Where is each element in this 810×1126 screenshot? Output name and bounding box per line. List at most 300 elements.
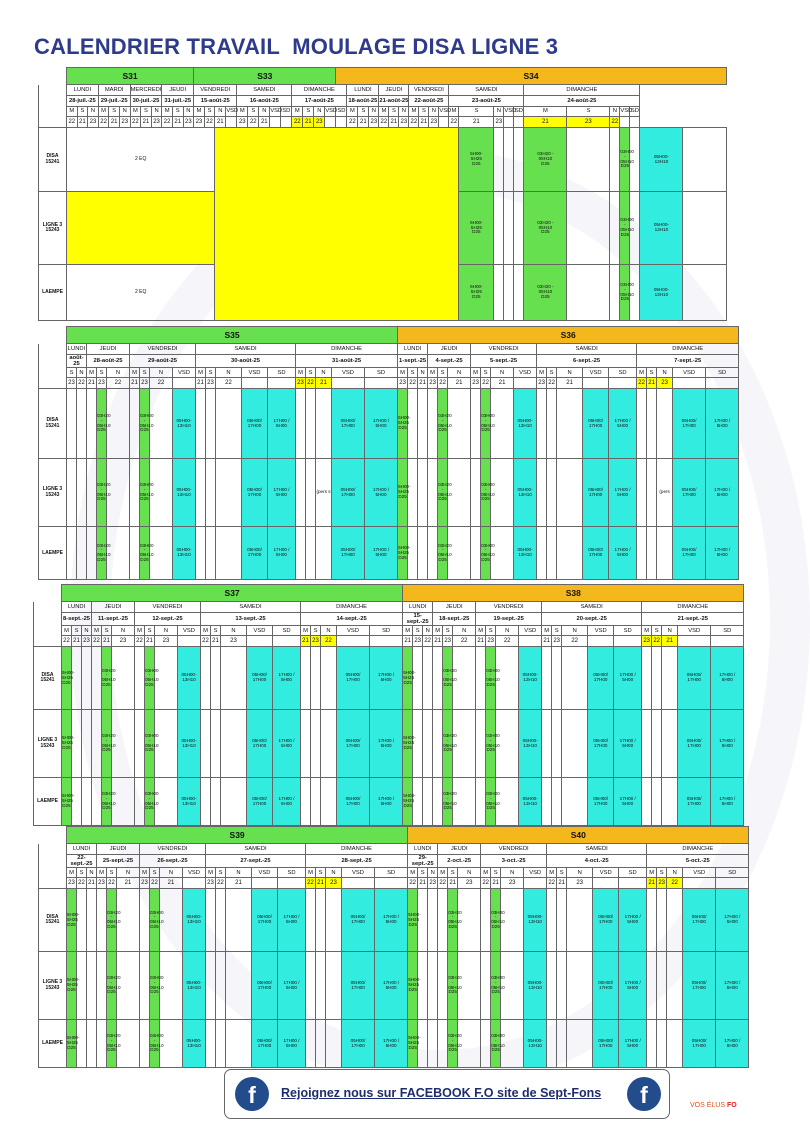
empty-cell bbox=[201, 647, 211, 710]
shift-code: S bbox=[77, 107, 88, 117]
weekday-line: 03H20 - bbox=[102, 791, 116, 801]
shift-code: S bbox=[109, 107, 120, 117]
vsd-cell bbox=[678, 647, 711, 710]
empty-cell bbox=[296, 459, 306, 527]
friday-cell bbox=[486, 778, 500, 826]
line-label bbox=[34, 778, 62, 826]
monday-line: D25 bbox=[398, 494, 407, 500]
team-number: 22 bbox=[92, 636, 102, 647]
team-number bbox=[183, 878, 206, 889]
empty-cell bbox=[82, 710, 92, 778]
line-label-text: LIGNE 3 bbox=[42, 979, 63, 986]
team-number: 23 bbox=[428, 378, 438, 389]
team-number: 21 bbox=[87, 878, 97, 889]
team-number: 22 bbox=[423, 636, 433, 647]
shift-code: M bbox=[301, 626, 311, 636]
line-label-text: 15241 bbox=[45, 158, 60, 165]
vsd_friday-line: 13H10 bbox=[182, 800, 196, 806]
shift-code: VSD bbox=[337, 626, 370, 636]
team-number bbox=[519, 636, 542, 647]
empty-cell bbox=[216, 1020, 226, 1068]
friday-line: D25 bbox=[150, 1047, 159, 1053]
shift-code: S bbox=[311, 626, 321, 636]
friday-line: 05H10 bbox=[481, 422, 495, 428]
team-number bbox=[332, 378, 365, 389]
vsd_friday-line: 13H10 bbox=[187, 919, 201, 925]
vsd-cell bbox=[242, 389, 268, 459]
weekday-cell bbox=[107, 952, 121, 1020]
sd-line: 17H00 / bbox=[373, 547, 390, 553]
empty-cell bbox=[326, 952, 342, 1020]
sd-cell bbox=[614, 647, 642, 710]
team-number: 22 bbox=[547, 378, 557, 389]
empty-cell bbox=[77, 889, 87, 952]
shift-code: SD bbox=[370, 626, 403, 636]
team-number: 23 bbox=[398, 378, 408, 389]
empty-cell bbox=[413, 710, 423, 778]
team-note: 2 EQ bbox=[67, 128, 215, 192]
sd-line: 5H00 bbox=[286, 1042, 297, 1048]
weekday-line: 03H20 - bbox=[443, 791, 457, 801]
vos-elus-text: VOS ÉLUS bbox=[690, 1102, 726, 1109]
vsd-line: 05H00/ bbox=[588, 547, 603, 553]
friday-line: D25 bbox=[491, 923, 500, 929]
team-number: 21 bbox=[448, 878, 458, 889]
team-number: 22 bbox=[77, 878, 87, 889]
line-row bbox=[34, 710, 744, 778]
team-number: 23 bbox=[88, 117, 99, 128]
monday-line: 5H25 bbox=[408, 1040, 420, 1046]
line-label bbox=[34, 710, 62, 778]
weekday-line: 03H20 - bbox=[537, 151, 554, 157]
empty-cell bbox=[494, 265, 504, 321]
weekday-line: D25 bbox=[448, 1047, 457, 1053]
vsd_friday-line: 05H00- bbox=[522, 672, 538, 678]
empty-cell bbox=[418, 1020, 428, 1068]
vsd_friday-line: 13H10 bbox=[523, 742, 537, 748]
day-name: DIMANCHE bbox=[296, 344, 398, 355]
vsd-line: 05H00/ bbox=[593, 795, 609, 801]
team-number bbox=[178, 636, 201, 647]
empty-cell bbox=[433, 710, 443, 778]
line-label bbox=[39, 952, 67, 1020]
team-number: 21 bbox=[211, 636, 221, 647]
weekday-line: 03H20 - bbox=[438, 482, 452, 492]
empty-cell bbox=[226, 952, 252, 1020]
day-date: 25-sept.-25 bbox=[97, 855, 140, 868]
vsd_friday-line: 05H00- bbox=[522, 737, 538, 743]
sd-line: 17H00 / bbox=[619, 737, 636, 743]
sd-line: 5H00 bbox=[286, 919, 297, 925]
vsd-line: 05H00/ bbox=[247, 417, 262, 423]
empty-cell bbox=[201, 710, 211, 778]
empty-cell bbox=[408, 527, 418, 580]
friday-line: 05H10 bbox=[620, 227, 634, 232]
vsd_friday-line: 13H10 bbox=[177, 552, 191, 558]
spacer-cell bbox=[34, 602, 62, 613]
shift-code: N bbox=[657, 368, 673, 378]
vsd_friday-line: 13H10 bbox=[518, 491, 532, 497]
facebook-link[interactable]: Rejoignez nous sur FACEBOOK F.O site de Sept-Fons bbox=[281, 1086, 602, 1100]
sd-cell bbox=[365, 389, 398, 459]
weekday-line: 05H10 bbox=[443, 742, 457, 748]
team-number: 22 bbox=[547, 878, 557, 889]
empty-cell bbox=[657, 389, 673, 459]
empty-cell bbox=[547, 459, 557, 527]
vsd_friday-cell bbox=[519, 710, 542, 778]
day-name: VENDREDI bbox=[130, 344, 196, 355]
vsd-cell bbox=[588, 778, 614, 826]
friday-cell bbox=[491, 1020, 505, 1068]
sd-line: 5H00 bbox=[276, 422, 287, 428]
shift-code: S bbox=[389, 107, 399, 117]
empty-cell bbox=[438, 1020, 448, 1068]
team-number bbox=[252, 878, 278, 889]
shift-code: M bbox=[547, 868, 557, 878]
team-number: 23 bbox=[237, 117, 248, 128]
sd-line: 17H00 / bbox=[283, 914, 300, 920]
shift-code: VSD bbox=[332, 368, 365, 378]
sd-line: 17H00 / bbox=[724, 914, 741, 920]
vsd-line: 17H00 bbox=[588, 552, 603, 558]
vsd-line: 17H00 bbox=[252, 677, 267, 683]
empty-cell bbox=[413, 647, 423, 710]
day-name: VENDREDI bbox=[194, 85, 237, 96]
sd-line: 5H00 bbox=[726, 984, 738, 990]
team-number: 21 bbox=[77, 117, 88, 128]
vsd_friday-line: 05H00- bbox=[653, 286, 669, 292]
sd-line: 17H00 / bbox=[378, 737, 395, 743]
monday-line: 5H25 bbox=[398, 549, 410, 555]
monday-line: D25 bbox=[403, 679, 412, 685]
weekday-line: 03H20 - bbox=[448, 909, 462, 920]
shift-code: SD bbox=[716, 868, 749, 878]
shift-note: (pers bbox=[657, 459, 673, 527]
monday-line: 5H00- bbox=[403, 669, 416, 675]
vsd-line: 17H00 bbox=[341, 491, 355, 497]
team-number bbox=[337, 636, 370, 647]
sd-line: 17H00 / bbox=[383, 1037, 400, 1043]
empty-cell bbox=[642, 778, 652, 826]
team-number: 21 bbox=[389, 117, 399, 128]
weekday-line: D25 bbox=[97, 496, 106, 502]
shift-code: N bbox=[215, 107, 226, 117]
vsd_friday-line: 05H00- bbox=[517, 486, 533, 492]
sd-line: 5H00 bbox=[622, 677, 634, 683]
shift-code: M bbox=[481, 868, 491, 878]
shift-code: M bbox=[201, 626, 211, 636]
weekday-cell bbox=[443, 647, 457, 710]
team-number: 21 bbox=[647, 378, 657, 389]
monday-cell bbox=[408, 889, 421, 952]
team-number: 21 bbox=[418, 378, 428, 389]
shift-code: M bbox=[206, 868, 216, 878]
day-name: JEUDI bbox=[87, 344, 130, 355]
vsd_friday-line: 13H10 bbox=[518, 422, 532, 428]
line-label bbox=[39, 889, 67, 952]
week-header: S40 bbox=[408, 827, 749, 844]
day-name: SAMEDI bbox=[237, 85, 292, 96]
monday-line: 5H25 bbox=[403, 798, 415, 804]
sd-line: 5H00 bbox=[375, 552, 387, 558]
team-number: 21 bbox=[491, 878, 501, 889]
team-number: 22 bbox=[306, 378, 316, 389]
spacer-cell bbox=[34, 626, 62, 636]
empty-cell bbox=[542, 710, 552, 778]
monday-line: D25 bbox=[408, 987, 417, 993]
shift-code: VSD bbox=[504, 107, 514, 117]
sd-line: 5H00 bbox=[380, 742, 392, 748]
day-date: 26-sept.-25 bbox=[140, 855, 206, 868]
friday-line: 03H00 - bbox=[620, 217, 634, 228]
empty-cell bbox=[667, 1020, 683, 1068]
day-name: LUNDI bbox=[403, 602, 433, 613]
corner-cell bbox=[39, 68, 67, 85]
vsd-line: 17H00 bbox=[247, 422, 262, 428]
team-number: 22 bbox=[409, 117, 419, 128]
team-number: 22 bbox=[67, 117, 78, 128]
sd-line: 17H00 / bbox=[719, 672, 736, 678]
day-date: 29-sept.-25 bbox=[408, 855, 438, 868]
shift-code: SD bbox=[336, 107, 347, 117]
empty-cell bbox=[428, 389, 438, 459]
shift-code: S bbox=[67, 368, 77, 378]
monday-line: D25 bbox=[403, 745, 412, 751]
monday-line: D25 bbox=[472, 229, 481, 235]
team-number bbox=[278, 878, 306, 889]
team-number: 23 bbox=[486, 636, 496, 647]
team-number: 21 bbox=[117, 878, 140, 889]
empty-cell bbox=[567, 265, 610, 321]
calendar-block-s37-s38 bbox=[33, 584, 744, 826]
shift-code: M bbox=[409, 107, 419, 117]
empty-cell bbox=[72, 647, 82, 710]
friday-line: 05H10 bbox=[140, 552, 154, 558]
team-number: 23 bbox=[155, 636, 178, 647]
vsd-cell bbox=[678, 778, 711, 826]
shift-code: S bbox=[652, 626, 662, 636]
empty-cell bbox=[306, 389, 316, 459]
shift-code: VSD bbox=[242, 368, 268, 378]
day-name: JEUDI bbox=[428, 344, 471, 355]
friday-line: 03H00 - bbox=[150, 909, 164, 920]
empty-cell bbox=[567, 952, 593, 1020]
monday-line: 5H00- bbox=[398, 415, 411, 421]
vsd_friday-line: 05H00- bbox=[176, 547, 192, 553]
day-date: 22-sept.-25 bbox=[67, 855, 97, 868]
team-number: 23 bbox=[552, 636, 562, 647]
vsd_friday-line: 05H00- bbox=[176, 486, 192, 492]
shift-code: VSD bbox=[673, 368, 706, 378]
shift-code: M bbox=[196, 368, 206, 378]
empty-cell bbox=[216, 389, 242, 459]
shift-code: M bbox=[67, 868, 77, 878]
weekday-line: 03H20 - bbox=[107, 975, 121, 985]
shift-code: SD bbox=[375, 868, 408, 878]
line-label-text: LIGNE 3 bbox=[42, 486, 63, 493]
sd-line: 17H00 / bbox=[714, 547, 731, 553]
team-number: 23 bbox=[151, 117, 162, 128]
weekday-cell bbox=[443, 710, 457, 778]
empty-cell bbox=[481, 952, 491, 1020]
sd-cell bbox=[711, 647, 744, 710]
vsd-cell bbox=[337, 710, 370, 778]
team-number: 23 bbox=[501, 878, 524, 889]
weekday-cell bbox=[107, 889, 121, 952]
friday-cell bbox=[481, 527, 495, 580]
friday-cell bbox=[620, 128, 634, 192]
empty-cell bbox=[514, 265, 524, 321]
empty-cell bbox=[642, 710, 652, 778]
friday-line: 03H00 - bbox=[486, 667, 500, 678]
vsd-line: 05H00/ bbox=[681, 547, 697, 553]
facebook-icon[interactable]: f bbox=[627, 1077, 661, 1111]
team-number bbox=[325, 117, 336, 128]
vsd_friday-line: 13H10 bbox=[528, 919, 542, 925]
sd-line: 17H00 / bbox=[273, 486, 290, 492]
empty-cell bbox=[418, 527, 428, 580]
team-number: 21 bbox=[316, 878, 326, 889]
vsd_friday-cell bbox=[173, 459, 196, 527]
sd-line: 17H00 / bbox=[373, 417, 390, 423]
sd-line: 17H00 / bbox=[278, 737, 295, 743]
empty-cell bbox=[557, 459, 583, 527]
empty-cell bbox=[647, 952, 657, 1020]
shift-code: S bbox=[408, 368, 418, 378]
team-number bbox=[514, 117, 524, 128]
vsd-cell bbox=[673, 389, 706, 459]
team-number: 22 bbox=[201, 636, 211, 647]
empty-cell bbox=[647, 459, 657, 527]
empty-cell bbox=[476, 710, 486, 778]
team-number: 22 bbox=[292, 117, 303, 128]
empty-cell bbox=[140, 889, 150, 952]
empty-cell bbox=[130, 459, 140, 527]
vsd-cell bbox=[683, 952, 716, 1020]
team-number: 22 bbox=[150, 878, 160, 889]
team-number: 21 bbox=[419, 117, 429, 128]
vsd-cell bbox=[342, 952, 375, 1020]
vsd_friday-line: 13H10 bbox=[187, 1042, 201, 1048]
empty-cell bbox=[647, 1020, 657, 1068]
empty-cell bbox=[87, 389, 97, 459]
monday-line: D25 bbox=[62, 679, 71, 685]
shift-code: N bbox=[423, 626, 433, 636]
shift-code: M bbox=[428, 368, 438, 378]
vsd-line: 17H00 bbox=[247, 491, 262, 497]
idle-cell bbox=[215, 128, 459, 321]
empty-cell bbox=[547, 527, 557, 580]
team-number: 23 bbox=[194, 117, 205, 128]
friday-line: D25 bbox=[140, 427, 149, 433]
shift-code: VSD bbox=[683, 868, 716, 878]
empty-cell bbox=[433, 778, 443, 826]
vsd_friday-line: 13H10 bbox=[654, 227, 669, 232]
day-name: VENDREDI bbox=[471, 344, 537, 355]
spacer-cell bbox=[39, 844, 67, 855]
shift-code: S bbox=[358, 107, 369, 117]
vsd-line: 05H00/ bbox=[345, 795, 361, 801]
friday-line: 03H00 - bbox=[491, 909, 505, 920]
sd-cell bbox=[268, 459, 296, 527]
empty-cell bbox=[418, 952, 428, 1020]
weekday-cell bbox=[102, 710, 116, 778]
empty-cell bbox=[557, 527, 583, 580]
sd-line: 17H00 / bbox=[724, 979, 741, 985]
day-name: SAMEDI bbox=[201, 602, 301, 613]
weekday-line: 05H10 bbox=[538, 224, 553, 230]
day-date: 31-août-25 bbox=[296, 355, 398, 368]
team-number bbox=[336, 117, 347, 128]
sd-cell bbox=[609, 459, 637, 527]
monday-line: 5H25 bbox=[398, 489, 410, 495]
empty-cell bbox=[82, 778, 92, 826]
empty-cell bbox=[87, 889, 97, 952]
vsd-line: 05H00/ bbox=[598, 914, 614, 920]
monday-line: 5H25 bbox=[470, 289, 482, 295]
shift-code: M bbox=[408, 868, 418, 878]
weekday-line: 05H10 bbox=[448, 984, 462, 990]
facebook-banner[interactable] bbox=[224, 1069, 670, 1119]
shift-code: N bbox=[418, 368, 428, 378]
shift-code: N bbox=[150, 368, 173, 378]
weekday-cell bbox=[97, 459, 111, 527]
friday-line: 05H10 bbox=[150, 1042, 164, 1048]
line-label bbox=[39, 459, 67, 527]
shift-code: N bbox=[183, 107, 194, 117]
team-number: 23 bbox=[296, 378, 306, 389]
shift-code: N bbox=[501, 868, 524, 878]
empty-cell bbox=[657, 952, 667, 1020]
vsd-line: 17H00 bbox=[598, 984, 613, 990]
day-name: LUNDI bbox=[347, 85, 379, 96]
team-number: 21 bbox=[491, 378, 514, 389]
vsd-line: 17H00 bbox=[598, 1042, 613, 1048]
shift-code: S bbox=[418, 868, 428, 878]
vsd-line: 05H00/ bbox=[691, 979, 707, 985]
vsd-line: 05H00/ bbox=[350, 979, 366, 985]
vsd-line: 05H00/ bbox=[686, 737, 702, 743]
shift-code: SD bbox=[614, 626, 642, 636]
sd-cell bbox=[706, 527, 739, 580]
empty-cell bbox=[211, 710, 221, 778]
line-label-text: LAEMPE bbox=[37, 798, 58, 805]
weekday-line: 03H20 - bbox=[448, 1033, 462, 1043]
empty-cell bbox=[547, 1020, 557, 1068]
empty-cell bbox=[130, 389, 140, 459]
team-number: 23 bbox=[458, 878, 481, 889]
shift-code: N bbox=[453, 626, 476, 636]
shift-code: M bbox=[449, 107, 459, 117]
team-number bbox=[242, 378, 268, 389]
monday-line: D25 bbox=[408, 1045, 417, 1051]
day-date: 14-sept.-25 bbox=[301, 613, 403, 626]
monday-line: D25 bbox=[62, 803, 71, 809]
team-number: 22 bbox=[216, 378, 242, 389]
empty-cell bbox=[206, 889, 216, 952]
vsd_friday-cell bbox=[524, 889, 547, 952]
sd-line: 17H00 / bbox=[624, 1037, 641, 1043]
friday-line: D25 bbox=[491, 1047, 500, 1053]
facebook-icon[interactable]: f bbox=[235, 1077, 269, 1111]
shift-code: N bbox=[429, 107, 439, 117]
weekday-line: 03H20 - bbox=[438, 413, 452, 423]
line-row bbox=[34, 647, 744, 710]
vsd-line: 17H00 bbox=[687, 677, 701, 683]
vsd-line: 05H00/ bbox=[252, 672, 267, 678]
empty-cell bbox=[206, 952, 216, 1020]
monday-cell bbox=[398, 527, 411, 580]
